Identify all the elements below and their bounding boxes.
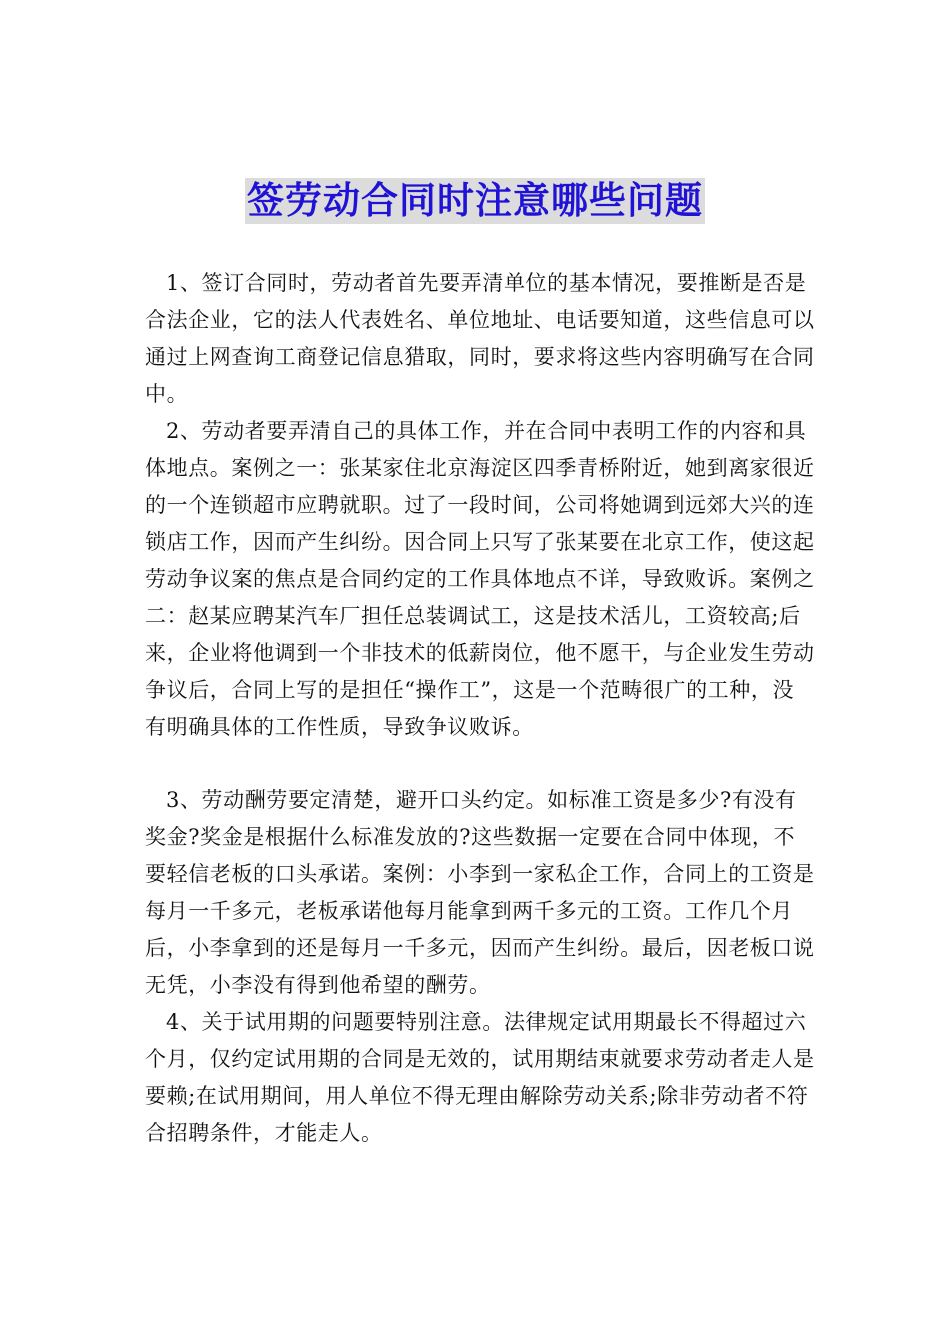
document-body bbox=[145, 265, 815, 1152]
document-title: 签劳动合同时注意哪些问题 bbox=[247, 179, 703, 222]
paragraph-2 bbox=[145, 413, 815, 746]
title-container bbox=[0, 178, 950, 224]
paragraph-2-text: 2、劳动者要弄清自己的具体工作，并在合同中表明工作的内容和具体地点。案例之一：张某家住北京海淀区四季青桥附近，她到离家很近的一个连锁超市应聘就职。过了一段时间，公司将她调到远郊大兴的连锁店工作，因而产生纠纷。因合同上只写了张某要在北京工作，使这起劳动争议案的焦点是合同约定的工作具体地点不详，导致败诉。案例之二：赵某应聘某汽车厂担任总装调试工，这是技术活儿，工资较高;后来，企业将他调到一个非技术的低薪岗位，他不愿干，与企业发生劳动争议后，合同上写的是担任“操作工”，这是一个范畴很广的工种，没有明确具体的工作性质，导致争议败诉。 bbox=[145, 419, 815, 739]
paragraph-gap bbox=[145, 746, 815, 782]
paragraph-3-text: 3、劳动酬劳要定清楚，避开口头约定。如标准工资是多少?有没有奖金?奖金是根据什么标准发放的?这些数据一定要在合同中体现，不要轻信老板的口头承诺。案例：小李到一家私企工作，合同上的工资是每月一千多元，老板承诺他每月能拿到两千多元的工资。工作几个月后，小李拿到的还是每月一千多元，因而产生纠纷。最后，因老板口说无凭，小李没有得到他希望的酬劳。 bbox=[145, 788, 815, 997]
paragraph-3 bbox=[145, 782, 815, 1004]
paragraph-4-text: 4、关于试用期的问题要特别注意。法律规定试用期最长不得超过六个月，仅约定试用期的合同是无效的，试用期结束就要求劳动者走人是要赖;在试用期间，用人单位不得无理由解除劳动关系;除非劳动者不符合招聘条件，才能走人。 bbox=[145, 1010, 815, 1145]
paragraph-1-text: 1、签订合同时，劳动者首先要弄清单位的基本情况，要推断是否是合法企业，它的法人代表姓名、单位地址、电话要知道，这些信息可以通过上网查询工商登记信息猎取，同时，要求将这些内容明确写在合同中。 bbox=[145, 271, 815, 406]
paragraph-4 bbox=[145, 1004, 815, 1152]
paragraph-1 bbox=[145, 265, 815, 413]
